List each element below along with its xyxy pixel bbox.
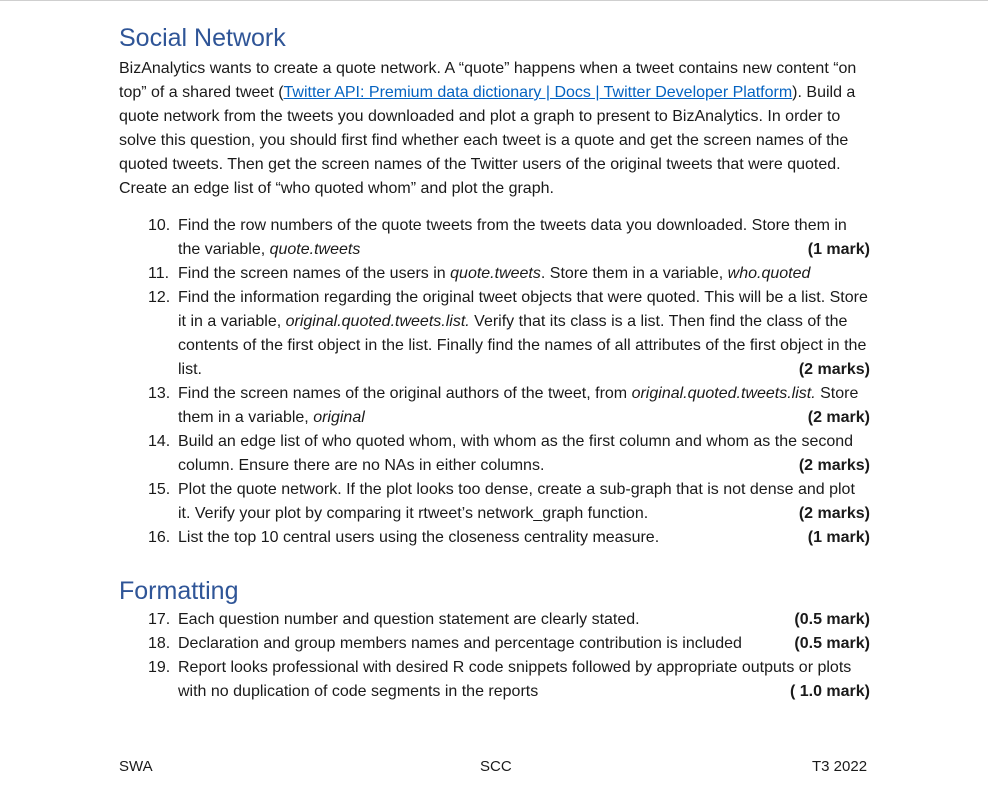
question-number: 14. [148,433,171,450]
question-mark: (1 mark) [807,241,870,258]
question-item [148,262,870,286]
question-number: 18. [148,635,171,652]
question-item [148,478,870,526]
formatting-item [148,632,870,656]
question-item [148,526,870,550]
twitter-api-link[interactable]: Twitter API: Premium data dictionary | Docs | Twitter Developer Platform [283,84,793,101]
question-mark: (2 mark) [807,409,870,426]
page-top-border [0,0,988,1]
question-number: 15. [148,481,171,498]
formatting-list [148,608,870,704]
question-text: Declaration and group members names and percentage contribution is included [178,635,742,652]
question-text: . Store them in a variable, [540,265,728,282]
variable-name: who.quoted [727,265,811,282]
question-text: Report looks professional with desired R code snippets followed by appropriate outputs or plots with no duplication of code segments in the reports [178,659,852,700]
formatting-item [148,656,870,704]
intro-text-post: ). Build a quote network from the tweets you downloaded and plot a graph to present to BizAnalytics. In order to solve this question, you should first find whether each tweet is a quote and get the screen names of the quoted tweets. Then get the screen names of the Twitter users of the original tweets that were quoted. Create an edge list of “who quoted whom” and plot the graph. [119,84,856,197]
question-text: Plot the quote network. If the plot looks too dense, create a sub-graph that is not dense and plot it. Verify your plot by comparing it rtweet’s network_graph function. [178,481,855,522]
section-title-social-network: Social Network [119,24,286,52]
question-item [148,382,870,430]
question-text: Store them in a variable, [178,385,859,426]
question-mark: (2 marks) [798,361,870,378]
variable-name: quote.tweets [450,265,541,282]
variable-name: quote.tweets [269,241,361,258]
questions-list [148,214,870,550]
question-number: 12. [148,289,171,306]
formatting-item [148,608,870,632]
question-item [148,214,870,262]
question-number: 10. [148,217,171,234]
section-title-formatting: Formatting [119,577,239,605]
question-text: Find the screen names of the users in [178,265,451,282]
question-number: 16. [148,529,171,546]
question-number: 19. [148,659,171,676]
question-number: 13. [148,385,171,402]
intro-paragraph [119,57,874,201]
question-item [148,430,870,478]
question-text: List the top 10 central users using the closeness centrality measure. [178,529,660,546]
question-mark: (2 marks) [798,505,870,522]
question-text: Verify that its class is a list. Then find the class of the contents of the first object in the list. Finally find the names of all attributes of the first object in the list. [178,313,867,378]
question-number: 11. [148,265,170,282]
footer-center: SCC [480,758,512,775]
question-text: Find the row numbers of the quote tweets from the tweets data you downloaded. Store them in the variable, [178,217,847,258]
question-text: Find the information regarding the original tweet objects that were quoted. This will be a list. Store it in a variable, [178,289,868,330]
variable-name: original.quoted.tweets.list. [631,385,816,402]
question-item [148,286,870,382]
question-mark: (0.5 mark) [794,611,870,628]
question-mark: ( 1.0 mark) [789,683,870,700]
question-text: Build an edge list of who quoted whom, with whom as the first column and whom as the second column. Ensure there are no NAs in either columns. [178,433,854,474]
variable-name: original [313,409,365,426]
question-mark: (2 marks) [798,457,870,474]
question-text: Each question number and question statement are clearly stated. [178,611,640,628]
footer-right: T3 2022 [812,758,868,775]
question-mark: (1 mark) [807,529,870,546]
question-mark: (0.5 mark) [794,635,870,652]
footer-left: SWA [119,758,153,775]
question-text: Find the screen names of the original authors of the tweet, from [178,385,632,402]
question-number: 17. [148,611,171,628]
intro-text-pre: BizAnalytics wants to create a quote network. A “quote” happens when a tweet contains new content “on top” of a shared tweet ( [119,60,857,101]
variable-name: original.quoted.tweets.list. [285,313,470,330]
